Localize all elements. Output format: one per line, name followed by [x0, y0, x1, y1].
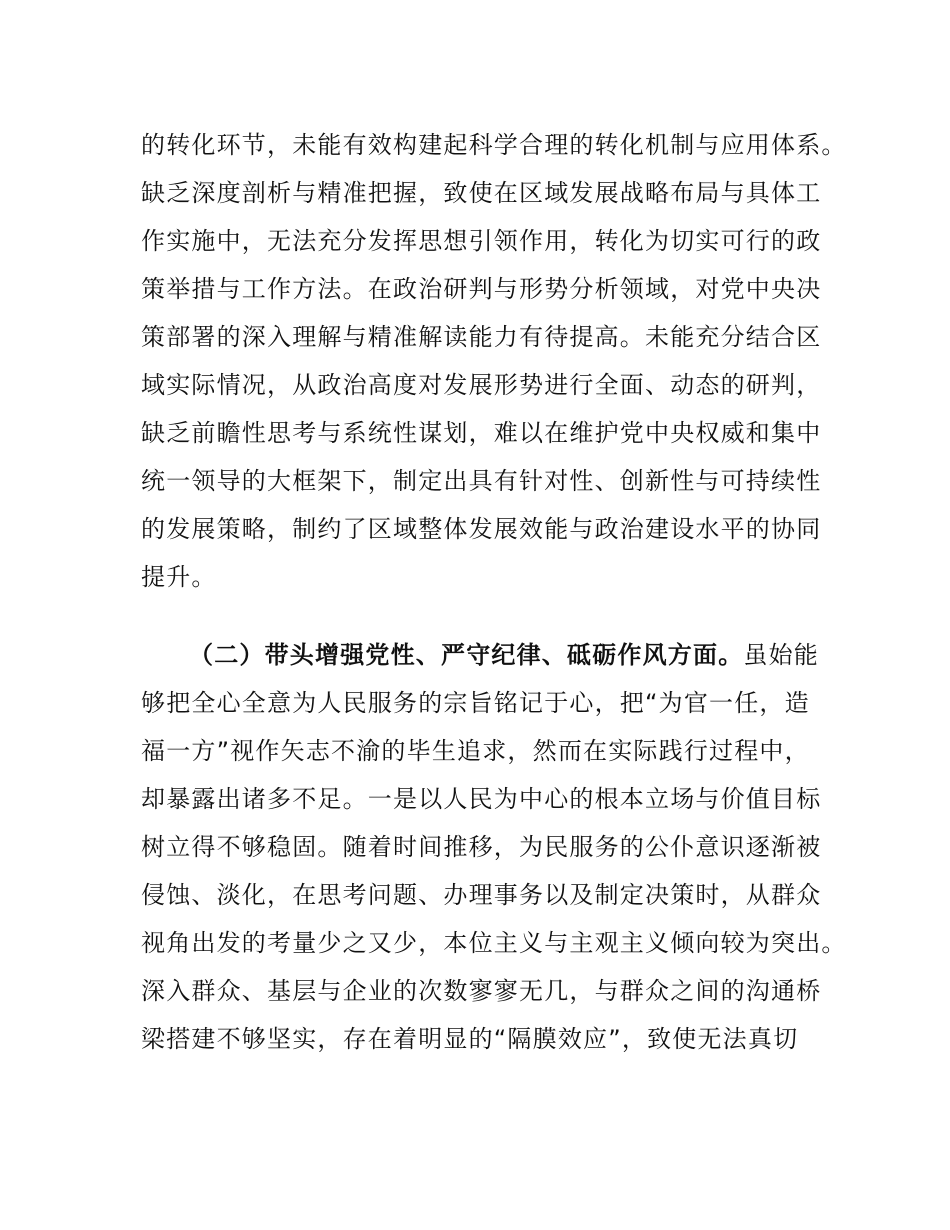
- text-line: 树立得不够稳固。随着时间推移，为民服务的公仆意识逐渐被: [141, 833, 822, 861]
- text-line: 缺乏深度剖析与精准把握，致使在区域发展战略布局与具体工: [141, 179, 822, 207]
- text-line: 作实施中，无法充分发挥思想引领作用，转化为切实可行的政: [141, 227, 822, 255]
- text-line: 域实际情况，从政治高度对发展形势进行全面、动态的研判，: [141, 371, 822, 399]
- heading-continuation: 虽始能: [743, 641, 820, 669]
- section-heading: （二）带头增强党性、严守纪律、砥砺作风方面。: [189, 641, 744, 669]
- text-line: 够把全心全意为人民服务的宗旨铭记于心，把“为官一任，造: [141, 689, 810, 717]
- text-line: 侵蚀、淡化，在思考问题、办理事务以及制定决策时，从群众: [141, 881, 822, 909]
- text-line: 梁搭建不够坚实，存在着明显的“隔膜效应”，致使无法真切: [141, 1025, 799, 1053]
- text-line: 的发展策略，制约了区域整体发展效能与政治建设水平的协同: [141, 515, 822, 543]
- paragraph-first-line: [141, 631, 831, 679]
- text-line: 策举措与工作方法。在政治研判与形势分析领域，对党中央决: [141, 275, 822, 303]
- text-line: 提升。: [141, 563, 217, 591]
- text-line: 缺乏前瞻性思考与系统性谋划，难以在维护党中央权威和集中: [141, 419, 822, 447]
- text-line: 却暴露出诸多不足。一是以人民为中心的根本立场与价值目标: [141, 785, 822, 813]
- text-line: 策部署的深入理解与精准解读能力有待提高。未能充分结合区: [141, 323, 822, 351]
- text-line: 深入群众、基层与企业的次数寥寥无几，与群众之间的沟通桥: [141, 977, 822, 1005]
- paragraph-2: [141, 631, 847, 1063]
- text-line: 视角出发的考量少之又少，本位主义与主观主义倾向较为突出。: [141, 929, 847, 957]
- paragraph-1: [141, 121, 847, 601]
- text-line: 福一方”视作矢志不渝的毕生追求，然而在实际践行过程中，: [141, 737, 810, 765]
- text-line: 的转化环节，未能有效构建起科学合理的转化机制与应用体系。: [141, 131, 847, 159]
- text-line: 统一领导的大框架下，制定出具有针对性、创新性与可持续性: [141, 467, 822, 495]
